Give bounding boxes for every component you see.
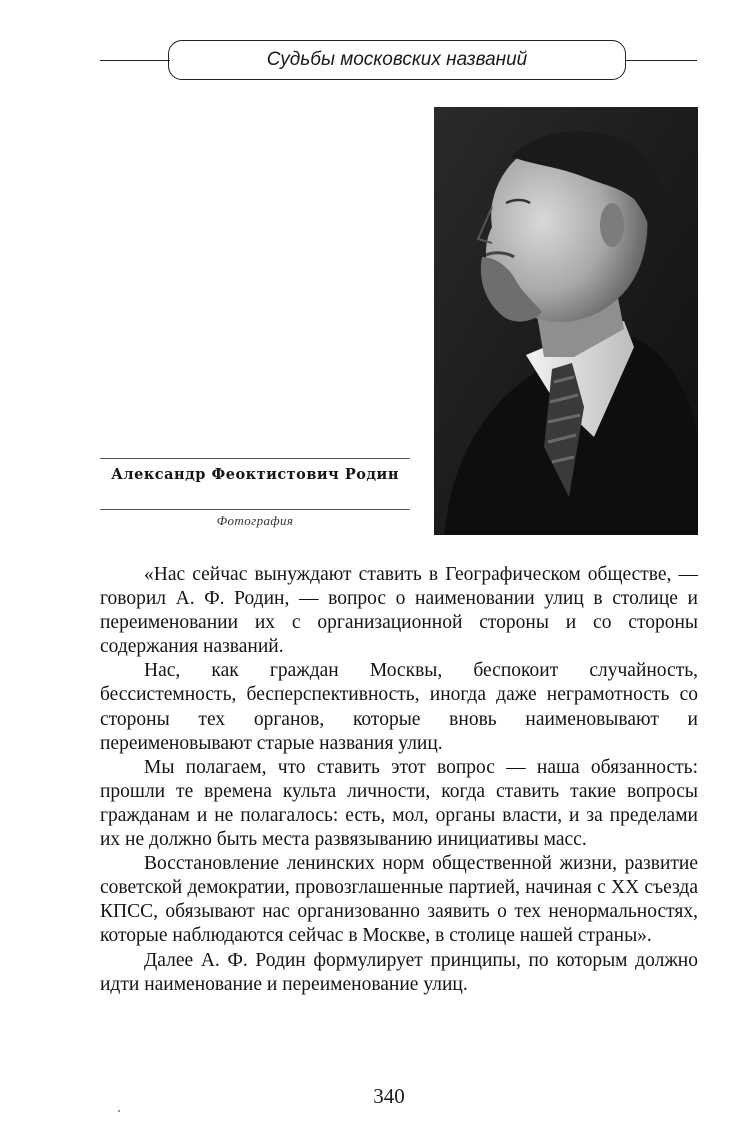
paragraph: Нас, как граждан Москвы, беспокоит случайность, бессистемность, бесперспективность, иногда даже неграмотность со стороны тех органов, которые вновь наименовывают и переименовывают старые названия улиц. bbox=[100, 660, 698, 754]
portrait-photo bbox=[434, 107, 698, 535]
print-speck bbox=[118, 1110, 120, 1112]
header-rule-left bbox=[100, 60, 170, 61]
portrait-illustration bbox=[434, 107, 698, 535]
page-number: 340 bbox=[373, 1084, 405, 1108]
paragraph: «Нас сейчас вынуждают ставить в Географическом обществе, — говорил А. Ф. Родин, — вопрос о наименовании улиц в столице и переименовании их с организационной стороны и со стороны содержания названий. bbox=[100, 564, 698, 658]
caption-rule-top bbox=[100, 458, 410, 459]
running-header bbox=[168, 40, 626, 80]
photo-caption-label: Фотография bbox=[216, 513, 294, 528]
header-rule-right bbox=[625, 60, 697, 61]
paragraph: Восстановление ленинских норм общественной жизни, развитие советской демократии, провозглашенные партией, начиная с XX съезда КПСС, обязывают нас организованно заявить о тех ненормальностях, которые наблюдаются сейчас в Москве, в столице нашей страны». bbox=[100, 853, 698, 947]
body-text bbox=[100, 563, 698, 997]
caption-rule-bottom bbox=[100, 509, 410, 510]
running-header-title: Судьбы московских названий bbox=[266, 49, 528, 70]
photo-caption-name: Александр Феоктистович Родин bbox=[111, 466, 399, 483]
paragraph: Мы полагаем, что ставить этот вопрос — наша обязанность: прошли те времена культа личности, когда ставить такие вопросы гражданам и не полагалось: есть, мол, органы власти, и за пределами их не должно быть места развязыванию инициативы масс. bbox=[100, 756, 698, 851]
paragraph: Далее А. Ф. Родин формулирует принципы, по которым должно идти наименование и переименование улиц. bbox=[100, 949, 698, 995]
